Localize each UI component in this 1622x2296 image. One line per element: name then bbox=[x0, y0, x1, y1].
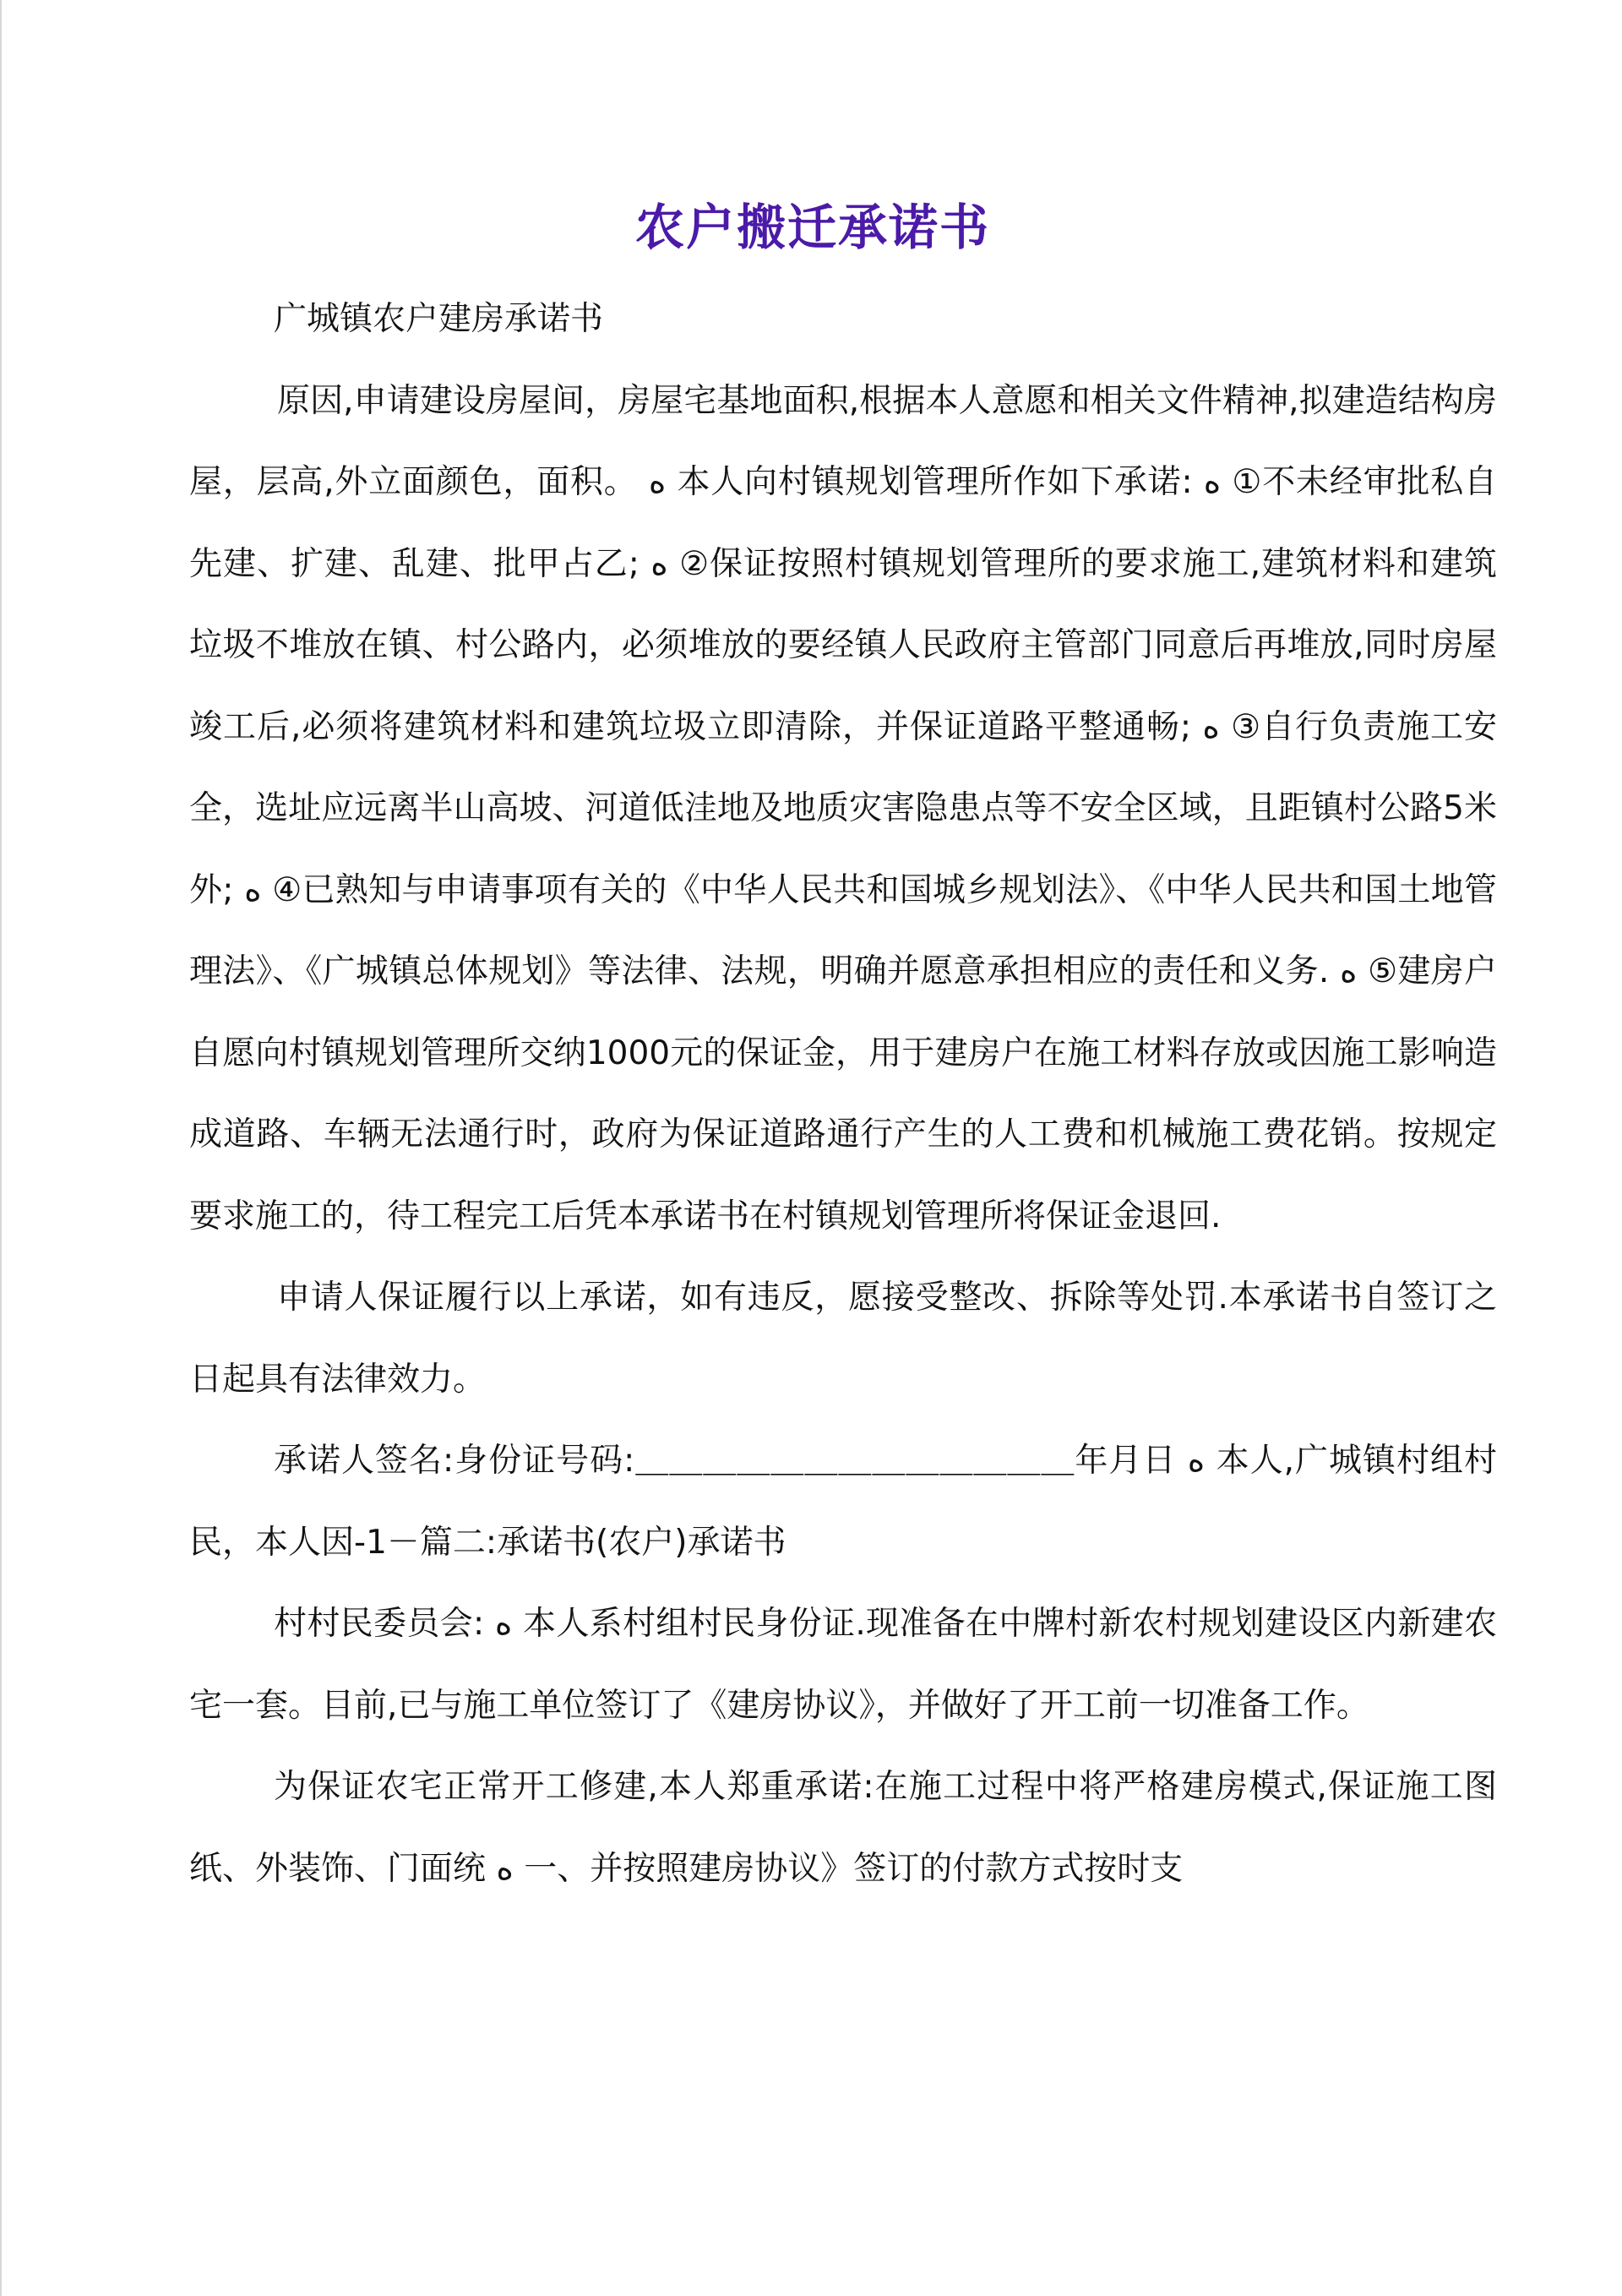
paragraph-guarantee: 申请人保证履行以上承诺，如有违反，愿接受整改、拆除等处罚.本承诺书自签订之日起具有法律效力。 bbox=[189, 1279, 1497, 1399]
paragraph-subtitle: 广城镇农户建房承诺书 bbox=[274, 300, 604, 338]
document-body bbox=[189, 279, 1497, 1910]
paragraph-construction-promise: 为保证农宅正常开工修建,本人郑重承诺:在施工过程中将严格建房模式,保证施工图纸、外装饰、门面统 ﻩ 一、并按照建房协议》签订的付款方式按时支 bbox=[189, 1768, 1497, 1888]
document-title: 农户搬迁承诺书 bbox=[634, 199, 990, 256]
paragraph-commitments: 原因,申请建设房屋间，房屋宅基地面积,根据本人意愿和相关文件精神,拟建造结构房屋，层高,外立面颜色，面积。 ﻩ 本人向村镇规划管理所作如下承诺: ﻩ ①不未经审批私自先建、扩建、乱建、批甲占乙; ﻩ ②保证按照村镇规划管理所的要求施工,建筑材料和建筑垃圾不堆放在镇、村公路内，必须堆放的要经镇人民政府主管部门同意后再堆放,同时房屋竣工后,必须将建筑材料和建筑垃圾立即清除，并保证道路平整通畅; ﻩ ③自行负责施工安全，选址应远离半山高坡、河道低洼地及地质灾害隐患点等不安全区域，且距镇村公路5米外; ﻩ ④已熟知与申请事项有关的《中华人民共和国城乡规划法》、《中华人民共和国土地管理法》、《广城镇总体规划》等法律、法规，明确并愿意承担相应的责任和义务. ﻩ ⑤建房户自愿向村镇规划管理所交纳1000元的保证金，用于建房户在施工材料存放或因施工影响造成道路、车辆无法通行时，政府为保证道路通行产生的人工费和机械施工费花销。按规定要求施工的，待工程完工后凭本承诺书在村镇规划管理所将保证金退回. bbox=[189, 381, 1497, 1235]
paragraph-village-committee: 村村民委员会: ﻩ 本人系村组村民身份证.现准备在中牌村新农村规划建设区内新建农宅一套。目前,已与施工单位签订了《建房协议》，并做好了开工前一切准备工作。 bbox=[189, 1605, 1497, 1725]
paragraph-signature: 承诺人签名:身份证号码:＿＿＿＿＿＿＿＿＿＿＿＿＿年月日 ﻩ 本人,广城镇村组村民，本人因-1－篇二:承诺书(农户)承诺书 bbox=[189, 1442, 1498, 1562]
